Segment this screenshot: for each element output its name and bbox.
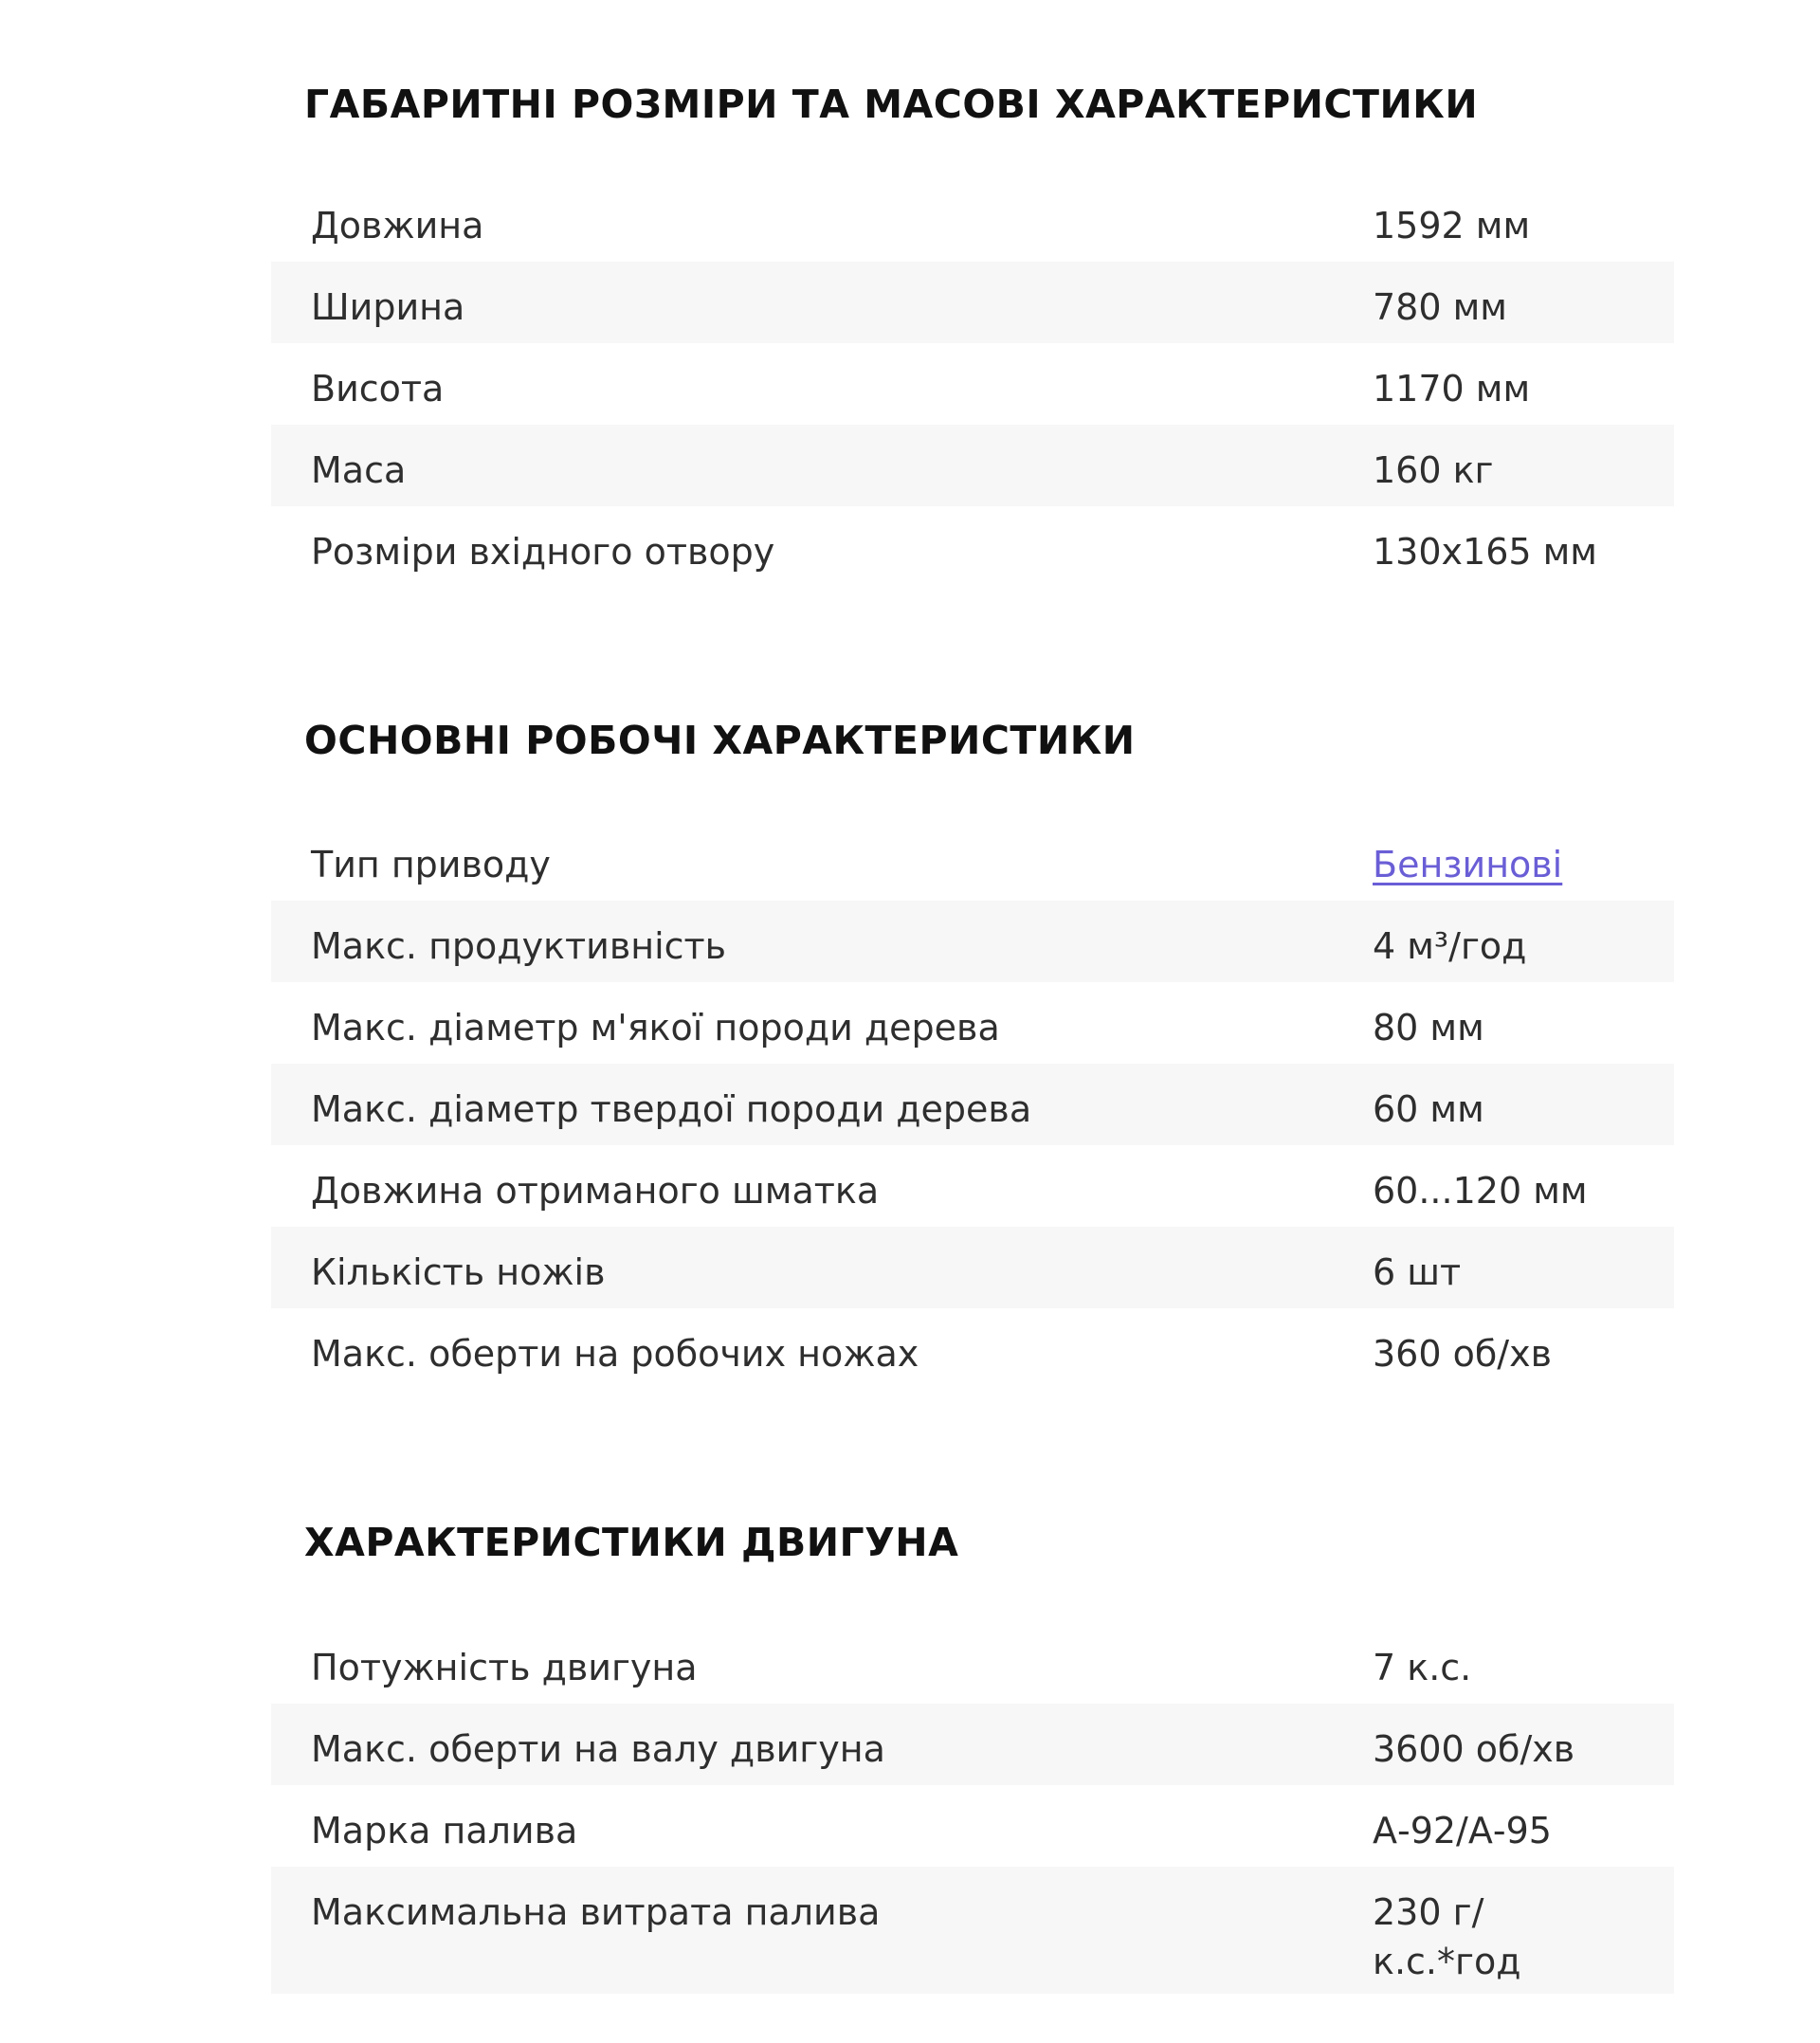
spec-value: 7 к.с. <box>1373 1647 1472 1688</box>
spec-table <box>271 180 1674 588</box>
spec-label: Маса <box>311 449 407 491</box>
spec-label: Макс. діаметр м'якої породи дерева <box>311 1007 1000 1049</box>
table-row <box>271 1785 1674 1867</box>
spec-label: Макс. діаметр твердої породи дерева <box>311 1088 1032 1130</box>
spec-value: 60...120 мм <box>1373 1170 1588 1212</box>
spec-label: Макс. продуктивність <box>311 925 727 967</box>
spec-label: Довжина <box>311 205 484 246</box>
spec-value: 1170 мм <box>1373 368 1531 410</box>
table-row <box>271 262 1674 343</box>
spec-value: 160 кг <box>1373 449 1494 491</box>
table-row <box>271 1867 1674 1994</box>
spec-label: Ширина <box>311 286 465 328</box>
spec-label: Довжина отриманого шматка <box>311 1170 880 1212</box>
spec-value: 4 м³/год <box>1373 925 1527 967</box>
spec-value: 230 г/к.с.*год <box>1373 1891 1521 1982</box>
spec-label: Кількість ножів <box>311 1251 606 1293</box>
table-row <box>271 819 1674 901</box>
table-row <box>271 1308 1674 1390</box>
section-title: ХАРАКТЕРИСТИКИ ДВИГУНА <box>304 1520 959 1565</box>
spec-label: Марка палива <box>311 1810 578 1851</box>
spec-label: Макс. оберти на валу двигуна <box>311 1728 885 1770</box>
spec-table <box>271 1622 1674 1994</box>
spec-value: 130х165 мм <box>1373 531 1597 573</box>
table-row <box>271 1145 1674 1227</box>
spec-value: 780 мм <box>1373 286 1507 328</box>
table-row <box>271 1064 1674 1145</box>
spec-table <box>271 819 1674 1390</box>
spec-value: 80 мм <box>1373 1007 1484 1049</box>
spec-label: Розміри вхідного отвору <box>311 531 775 573</box>
spec-label: Тип приводу <box>311 844 551 885</box>
table-row <box>271 1622 1674 1704</box>
spec-label: Макс. оберти на робочих ножах <box>311 1333 919 1375</box>
section-title: ГАБАРИТНІ РОЗМІРИ ТА МАСОВІ ХАРАКТЕРИСТИКИ <box>304 82 1479 127</box>
spec-value: 60 мм <box>1373 1088 1484 1130</box>
table-row <box>271 1227 1674 1308</box>
table-row <box>271 1704 1674 1785</box>
spec-value: 1592 мм <box>1373 205 1531 246</box>
spec-label: Потужність двигуна <box>311 1647 698 1688</box>
table-row <box>271 901 1674 982</box>
spec-value: 3600 об/хв <box>1373 1728 1575 1770</box>
table-row <box>271 425 1674 506</box>
spec-value: А-92/А-95 <box>1373 1810 1552 1851</box>
spec-label: Висота <box>311 368 445 410</box>
table-row <box>271 506 1674 588</box>
section-title: ОСНОВНІ РОБОЧІ ХАРАКТЕРИСТИКИ <box>304 718 1136 763</box>
spec-value: 6 шт <box>1373 1251 1462 1293</box>
spec-value: 360 об/хв <box>1373 1333 1552 1375</box>
spec-label: Максимальна витрата палива <box>311 1891 881 1933</box>
table-row <box>271 343 1674 425</box>
table-row <box>271 180 1674 262</box>
table-row <box>271 982 1674 1064</box>
drive-type-link[interactable]: Бензинові <box>1373 844 1563 885</box>
